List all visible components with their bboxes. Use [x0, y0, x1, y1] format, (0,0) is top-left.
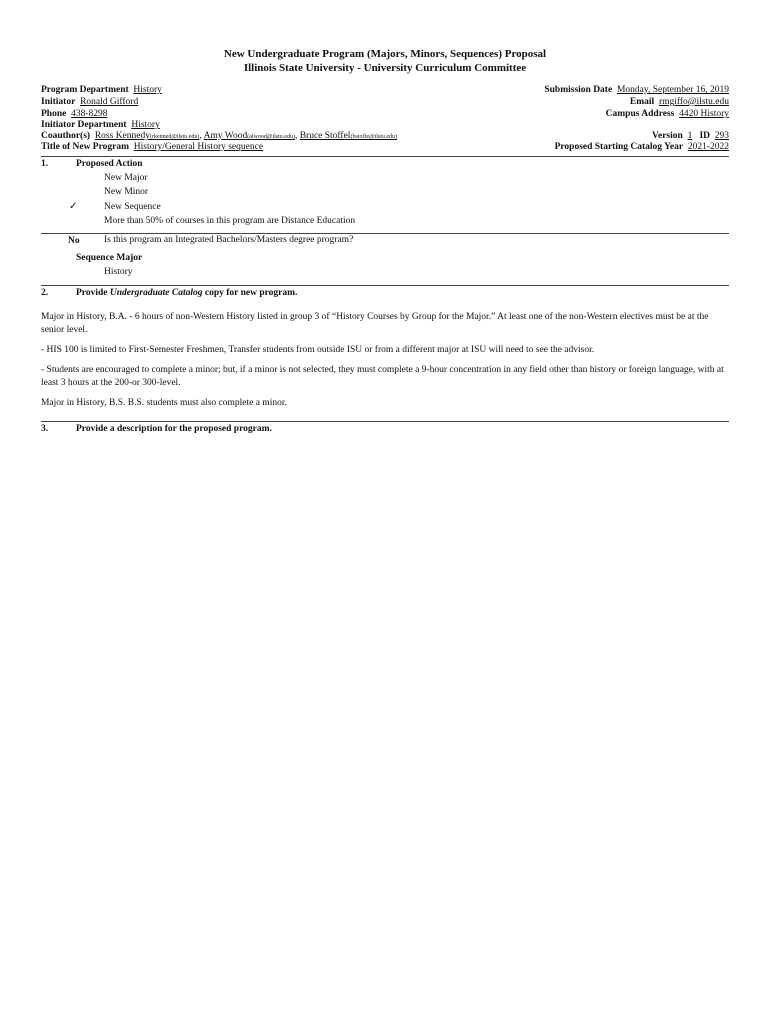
campus-address-label: Campus Address — [605, 109, 675, 119]
email-row — [630, 96, 729, 108]
initiator-department-label: Initiator Department — [41, 120, 127, 130]
coauthor-1 — [95, 131, 200, 141]
coauthor-2-email: (alwood@ilstu.edu) — [247, 134, 295, 140]
section-divider — [41, 285, 729, 286]
phone-value: 438-8298 — [71, 109, 108, 119]
program-title-label: Title of New Program — [41, 142, 130, 152]
sequence-major-value: History — [104, 267, 133, 277]
coauthors-label: Coauthor(s) — [41, 131, 91, 141]
coauthor-3-name: Bruce Stoffel — [299, 131, 351, 141]
section-divider — [41, 233, 729, 234]
id-value: 293 — [714, 131, 729, 141]
catalog-paragraph-4: Major in History, B.S. B.S. students must also complete a minor. — [41, 398, 287, 408]
coauthor-2 — [203, 131, 298, 141]
program-title-row — [41, 141, 263, 153]
catalog-paragraph-3: - Students are encouraged to complete a minor; but, if a minor is not selected, they must complete a 9-hour concentration in any field other than history or foreign language, with at least 3 hours at the 200-or 300-level. — [41, 365, 724, 388]
section-divider — [41, 421, 729, 422]
submission-date-label: Submission Date — [544, 85, 613, 95]
submission-date-value: Monday, September 16, 2019 — [616, 85, 729, 95]
catalog-paragraph-2: - HIS 100 is limited to First-Semester Freshmen, Transfer students from outside ISU or from a different major at ISU will need to see the advisor. — [41, 345, 595, 355]
initiator-row — [41, 96, 138, 108]
campus-address-row — [606, 108, 729, 120]
coauthor-separator-1: , — [199, 131, 202, 141]
catalog-paragraph-1: Major in History, B.A. - 6 hours of non-Western History listed in group 3 of “History Courses by Group for the Major.” At least one of the non-Western electives must be at the senior level. — [41, 312, 709, 335]
program-department-label: Program Department — [41, 85, 129, 95]
version-value: 1 — [687, 131, 693, 141]
section-2-heading-post: copy for new program. — [202, 288, 298, 298]
check-mark-icon: ✓ — [69, 201, 78, 212]
section-2-heading — [76, 288, 297, 298]
coauthor-3 — [300, 131, 397, 141]
coauthor-2-name: Amy Wood — [203, 131, 248, 141]
version-label: Version — [652, 131, 683, 141]
coauthor-1-email: (rkenned@ilstu.edu) — [150, 134, 200, 140]
option-distance-education: More than 50% of courses in this program are Distance Education — [104, 216, 356, 226]
program-department-row — [41, 84, 162, 96]
catalog-year-value: 2021-2022 — [687, 142, 729, 152]
coauthor-separator-2: , — [294, 131, 298, 141]
option-new-minor: New Minor — [104, 187, 149, 197]
section-2-heading-italic: Undergraduate Catalog — [109, 288, 203, 298]
program-department-value: History — [133, 85, 162, 95]
section-1-number: 1. — [41, 159, 49, 169]
id-label: ID — [699, 131, 710, 141]
initiator-department-value: History — [131, 120, 160, 130]
catalog-year-label: Proposed Starting Catalog Year — [554, 142, 684, 152]
initiator-value: Ronald Gifford — [80, 97, 139, 107]
option-new-major: New Major — [104, 173, 148, 183]
integrated-answer: No — [68, 236, 80, 246]
document-subtitle: Illinois State University - University Curriculum Committee — [243, 62, 527, 74]
section-3-number: 3. — [41, 424, 49, 434]
email-label: Email — [629, 97, 655, 107]
section-1-heading: Proposed Action — [76, 159, 143, 169]
coauthor-1-name: Ross Kennedy — [94, 131, 150, 141]
integrated-question: Is this program an Integrated Bachelors/Masters degree program? — [104, 235, 354, 245]
sequence-major-label: Sequence Major — [76, 253, 143, 263]
section-divider — [41, 156, 729, 157]
submission-date-row — [544, 84, 729, 96]
program-title-value: History/General History sequence — [133, 142, 264, 152]
coauthor-3-email: (bstoffe@ilstu.edu) — [350, 134, 398, 140]
email-value: rmgiffo@ilstu.edu — [658, 97, 729, 107]
campus-address-value: 4420 History — [679, 109, 729, 119]
section-3-heading: Provide a description for the proposed program. — [76, 424, 272, 434]
phone-label: Phone — [41, 109, 67, 119]
option-new-sequence: New Sequence — [104, 202, 161, 212]
section-2-number: 2. — [41, 288, 49, 298]
section-2-heading-pre: Provide — [76, 288, 110, 298]
catalog-year-row — [555, 141, 729, 153]
document-title: New Undergraduate Program (Majors, Minors, Sequences) Proposal — [223, 48, 547, 60]
initiator-label: Initiator — [41, 97, 76, 107]
